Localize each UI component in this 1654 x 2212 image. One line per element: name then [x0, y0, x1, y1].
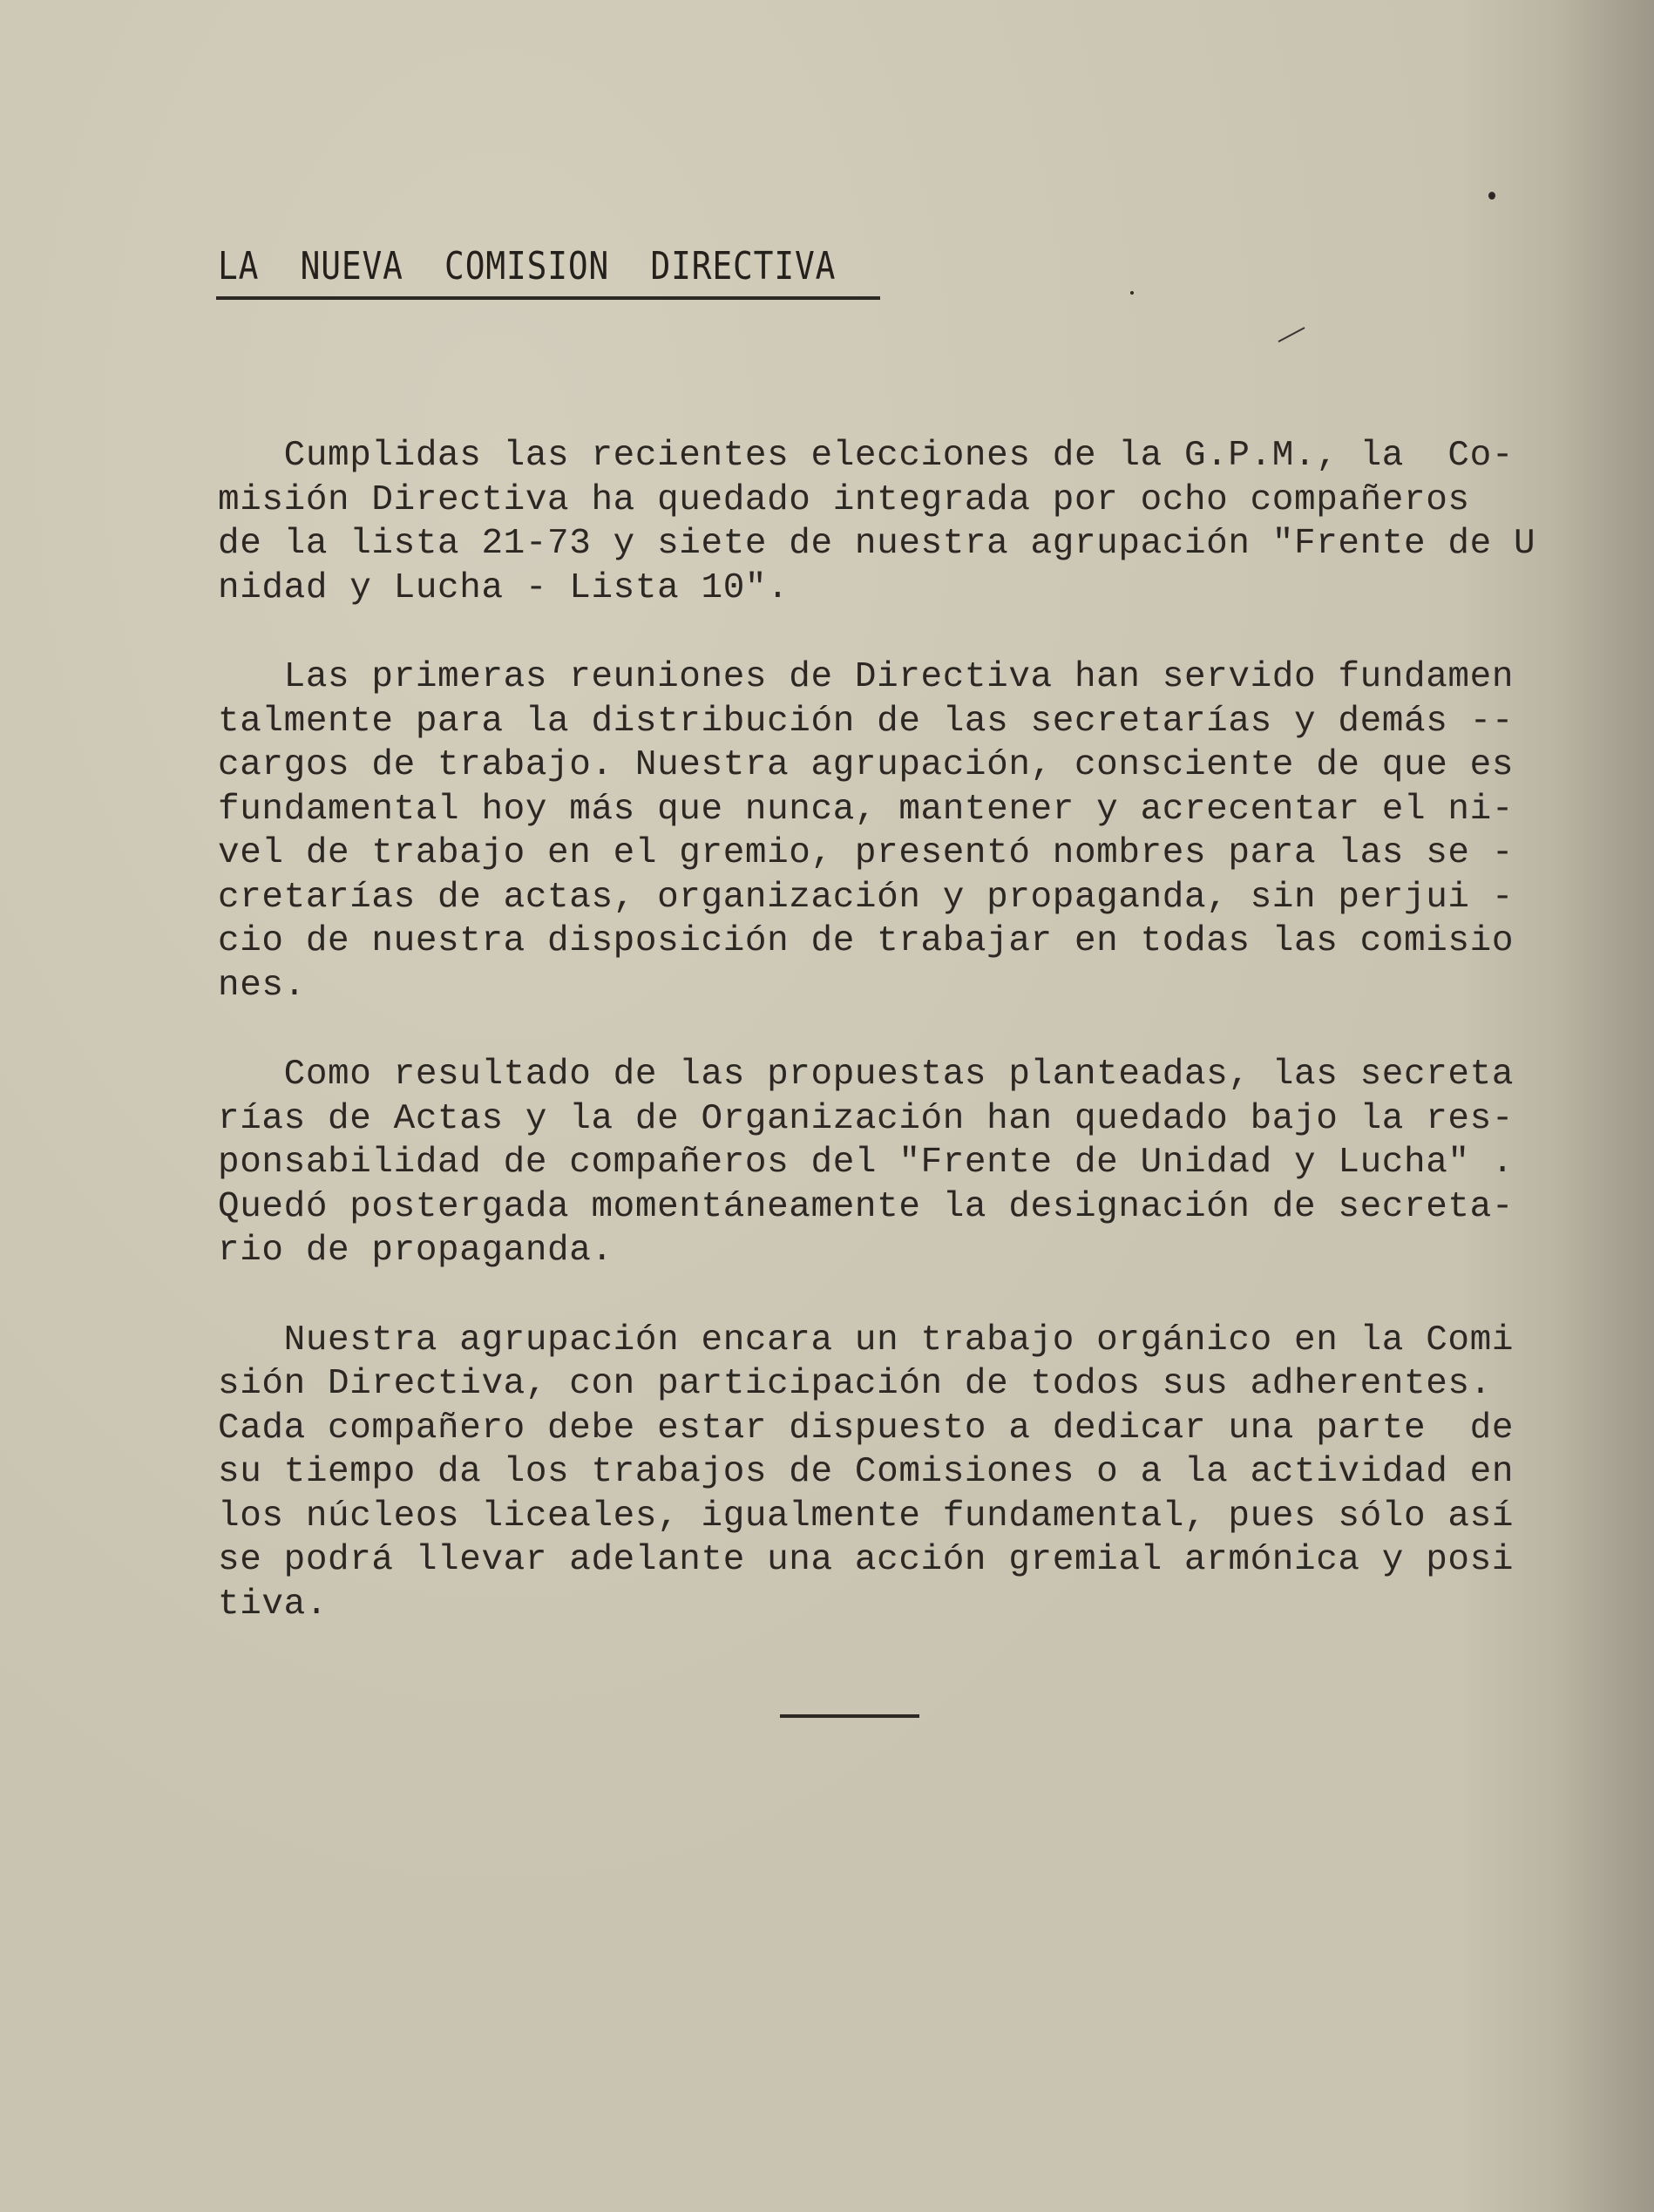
text-line: Quedó postergada momentáneamente la designación de secreta-	[218, 1186, 1515, 1227]
ink-speck	[1130, 291, 1134, 295]
text-line: Cumplidas las recientes elecciones de la G.P.M., la Co-	[218, 436, 1515, 476]
text-line: su tiempo da los trabajos de Comisiones o a la actividad en	[218, 1452, 1515, 1492]
text-line: tiva.	[218, 1584, 329, 1625]
text-line: cio de nuestra disposición de trabajar en todas las comisio	[218, 921, 1515, 961]
text-line: talmente para la distribución de las secretarías y demás --	[218, 701, 1515, 742]
text-line: sión Directiva, con participación de todos sus adherentes.	[218, 1364, 1492, 1404]
paragraph-3	[218, 1053, 1516, 1273]
text-line: rías de Actas y la de Organización han quedado bajo la res-	[218, 1098, 1515, 1139]
text-line: fundamental hoy más que nunca, mantener y acrecentar el ni-	[218, 789, 1515, 830]
text-line: misión Directiva ha quedado integrada por ocho compañeros	[218, 479, 1470, 520]
text-line: nidad y Lucha - Lista 10".	[218, 567, 790, 608]
document-title: LA NUEVA COMISION DIRECTIVA	[218, 244, 837, 288]
ink-speck	[1488, 192, 1495, 200]
text-line: cargos de trabajo. Nuestra agrupación, consciente de que es	[218, 745, 1515, 785]
text-line: Nuestra agrupación encara un trabajo orgánico en la Comi	[218, 1320, 1515, 1360]
text-line: de la lista 21-73 y siete de nuestra agrupación "Frente de U	[218, 524, 1536, 564]
text-line: se podrá llevar adelante una acción gremial armónica y posi	[218, 1540, 1515, 1580]
text-line: cretarías de actas, organización y propaganda, sin perjui -	[218, 877, 1515, 918]
text-line: los núcleos liceales, igualmente fundamental, pues sólo así	[218, 1496, 1515, 1537]
text-line: ponsabilidad de compañeros del "Frente de Unidad y Lucha" .	[218, 1143, 1515, 1183]
document-body	[218, 434, 1536, 1672]
paragraph-1	[218, 434, 1536, 610]
title-underline	[216, 296, 880, 300]
text-line: nes.	[218, 965, 306, 1006]
text-line: Cada compañero debe estar dispuesto a dedicar una parte de	[218, 1408, 1515, 1449]
text-line: vel de trabajo en el gremio, presentó nombres para las se -	[218, 833, 1515, 873]
text-line: Las primeras reuniones de Directiva han servido fundamen	[218, 657, 1515, 697]
text-line: Como resultado de las propuestas planteadas, las secreta	[218, 1055, 1515, 1095]
end-separator	[780, 1714, 919, 1718]
paragraph-4	[218, 1319, 1516, 1627]
stray-mark	[1278, 327, 1305, 343]
text-line: rio de propaganda.	[218, 1231, 613, 1271]
paragraph-2	[218, 655, 1516, 1008]
